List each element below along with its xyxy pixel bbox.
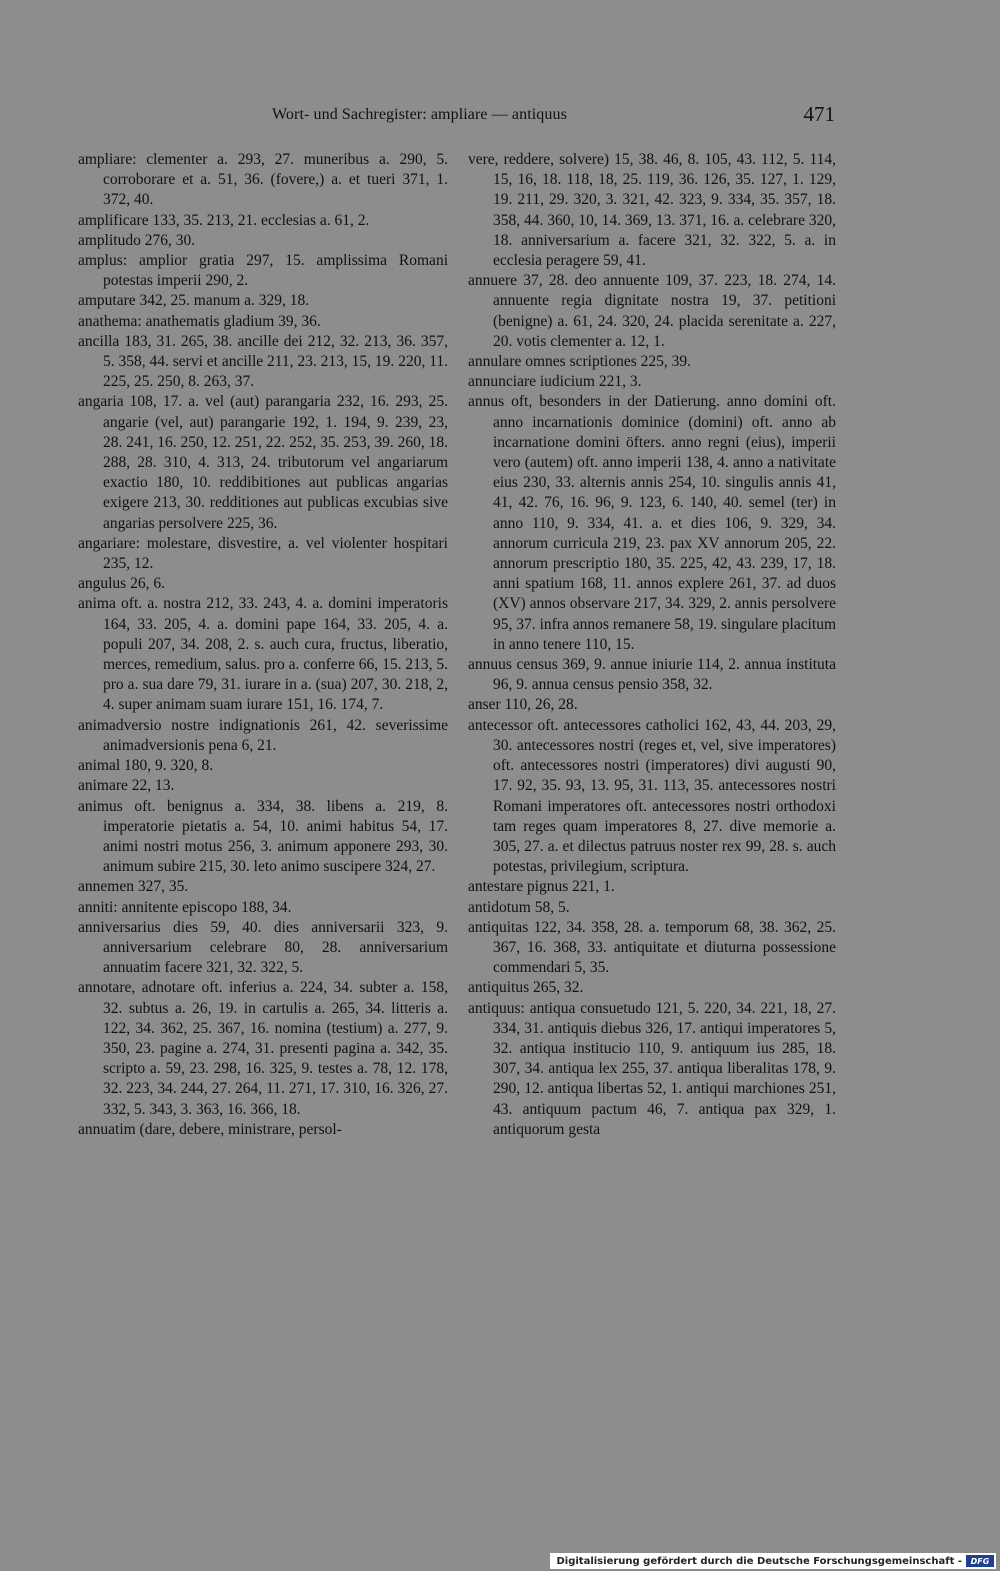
index-entry: annus oft, besonders in der Datierung. anno domini oft. anno incarnationis dominice (domini) oft. anno ab incarnatione domini öfters. anno regni (eius), imperii vero (autem) oft. anno imperii 138, 4. anno a nativitate eius 230, 33. alternis annis 254, 10. singulis annis 41, 41, 42. 76, 16. 96, 9. 123, 6. 140, 40. semel (ter) in anno 110, 9. 334, 41. a. et dies 106, 9. 329, 34. annorum curricula 219, 23. pax XV annorum 205, 22. annorum prescriptio 180, 35. 225, 42, 43. 239, 17, 18. anni spatium 168, 11. annos explere 261, 37. ad duos (XV) annos observare 217, 34. 329, 2. annis persolvere 95, 37. infra annos remanere 58, 19. singulare placitum in anno tenere 110, 15.: [468, 393, 836, 653]
index-entry: annotare, adnotare oft. inferius a. 224, 34. subter a. 158, 32. subtus a. 26, 19. in cartulis a. 265, 34. litteris a. 122, 34. 362, 25. 367, 16. nomina (testium) a. 277, 9. 350, 23. pagine a. 274, 31. presenti pagina a. 342, 35. scripto a. 59, 23. 298, 16. 325, 9. testes a. 78, 12. 178, 32. 223, 34. 244, 27. 264, 11. 271, 17. 310, 16. 326, 27. 332, 5. 343, 3. 363, 16. 366, 18.: [78, 979, 448, 1118]
index-entry: annulare omnes scriptiones 225, 39.: [468, 353, 691, 371]
footer-text: Digitalisierung gefördert durch die Deutsche Forschungsgemeinschaft -: [556, 1555, 962, 1567]
index-entry: anniversarius dies 59, 40. dies anniversarii 323, 9. anniversarium celebrare 80, 28. anniversarium annuatim facere 321, 32. 322, 5.: [78, 918, 448, 977]
index-entry: antidotum 58, 5.: [468, 898, 570, 916]
index-entry: antiquus: antiqua consuetudo 121, 5. 220, 34. 221, 18, 27. 334, 31. antiquis diebus 326, 17. antiqui imperatores 5, 32. antiqua institucio 110, 9. antiquum ius 285, 18. 307, 34. antiqua lex 255, 37. antiqua liberalitas 178, 9. 290, 12. antiqua libertas 52, 1. antiqui marchiones 251, 43. antiquum pactum 46, 7. antiqua pax 329, 1. antiquorum gesta: [468, 999, 836, 1138]
index-entry: amplificare 133, 35. 213, 21. ecclesias a. 61, 2.: [78, 211, 370, 229]
index-entry: ampliare: clementer a. 293, 27. muneribus a. 290, 5. corroborare et a. 51, 36. (fovere,) a. et tueri 371, 1. 372, 40.: [78, 151, 448, 209]
index-entry: vere, reddere, solvere) 15, 38. 46, 8. 105, 43. 112, 5. 114, 15, 16, 18. 118, 18, 25. 119, 36. 126, 35. 127, 1. 129, 19. 211, 29. 320, 3. 321, 42. 323, 9. 334, 35. 357, 18. 358, 44. 360, 10, 14. 369, 13. 371, 16. a. celebrare 320, 18. anniversarium a. facere 321, 32. 322, 5. a. in ecclesia peragere 59, 41.: [468, 151, 836, 270]
left-column: [78, 150, 448, 1140]
index-entry: anniti: annitente episcopo 188, 34.: [78, 898, 292, 916]
index-entry: anima oft. a. nostra 212, 33. 243, 4. a. domini imperatoris 164, 33. 205, 4. a. domini pape 164, 33. 205, 4. a. populi 207, 34. 208, 2. s. auch cura, fructus, liberatio, merces, remedium, salus. pro a. conferre 66, 15. 213, 5. pro a. sua dare 79, 31. iurare in a. (sua) 207, 30. 218, 2, 4. super animam suam iurare 151, 16. 174, 7.: [78, 595, 448, 714]
index-entry: amputare 342, 25. manum a. 329, 18.: [78, 292, 310, 310]
index-entry: antiquitus 265, 32.: [468, 979, 584, 997]
index-entry: antecessor oft. antecessores catholici 162, 43, 44. 203, 29, 30. antecessores nostri (reges et, vel, sive imperatores) oft. antecessores nostri (imperatores) divi augusti 90, 17. 92, 35. 93, 13. 95, 31. 113, 35. antecessores nostri Romani imperatores oft. antecessores nostri orthodoxi tam reges quam imperatores 8, 27. dive memorie a. 305, 27. a. et dilectus patruus noster rex 99, 28. s. auch potestas, privilegium, scriptura.: [468, 716, 836, 876]
dfg-logo-icon: DFG: [966, 1555, 994, 1567]
right-column: [468, 150, 836, 1140]
index-entry: antestare pignus 221, 1.: [468, 878, 615, 896]
index-entry: ancilla 183, 31. 265, 38. ancille dei 212, 32. 213, 36. 357, 5. 358, 44. servi et ancille 211, 23. 213, 15, 19. 220, 11. 225, 25. 250, 8. 263, 37.: [78, 332, 448, 391]
index-entry: anser 110, 26, 28.: [468, 696, 578, 714]
index-entry: annuatim (dare, debere, ministrare, persol-: [78, 1120, 342, 1138]
index-entry: annunciare iudicium 221, 3.: [468, 373, 642, 391]
index-entry: animus oft. benignus a. 334, 38. libens a. 219, 8. imperatorie pietatis a. 54, 10. animi habitus 54, 17. animi nostri motus 256, 3. animum apponere 293, 30. animum subire 215, 30. leto animo suscipere 324, 27.: [78, 797, 448, 876]
index-entry: angulus 26, 6.: [78, 575, 165, 593]
index-entry: antiquitas 122, 34. 358, 28. a. temporum 68, 38. 362, 25. 367, 16. 368, 33. antiquitate et diuturna possessione commendari 5, 35.: [468, 918, 836, 977]
page-header: [78, 102, 835, 132]
index-entry: animal 180, 9. 320, 8.: [78, 757, 214, 775]
index-entry: angaria 108, 17. a. vel (aut) parangaria 232, 16. 293, 25. angarie (vel, aut) parangarie 192, 1. 194, 9. 239, 23, 28. 241, 16. 250, 12. 251, 22. 252, 35. 253, 39. 260, 18. 288, 28. 310, 4. 313, 24. tributorum vel angariarum exactio 180, 10. reddibitiones aut publicas angarias exigere 213, 30. redditiones aut publicas excubias sive angarias persolvere 225, 36.: [78, 393, 448, 532]
running-head: Wort- und Sachregister: ampliare — antiquus: [272, 106, 567, 123]
index-entry: annemen 327, 35.: [78, 878, 189, 896]
page-number: 471: [803, 102, 835, 126]
index-entry: animare 22, 13.: [78, 777, 175, 795]
index-entry: amplitudo 276, 30.: [78, 231, 196, 249]
index-entry: annuere 37, 28. deo annuente 109, 37. 223, 18. 274, 14. annuente regia dignitate nostra 19, 37. petitioni (benigne) a. 61, 24. 320, 24. placida serenitate a. 227, 20. votis clementer a. 12, 1.: [468, 272, 836, 350]
index-entry: anathema: anathematis gladium 39, 36.: [78, 312, 321, 330]
footer-credit: [550, 1553, 996, 1569]
index-entry: angariare: molestare, disvestire, a. vel violenter hospitari 235, 12.: [78, 534, 448, 573]
index-entry: annuus census 369, 9. annue iniurie 114, 2. annua instituta 96, 9. annua census pensio 358, 32.: [468, 656, 836, 694]
index-entry: animadversio nostre indignationis 261, 42. severissime animadversionis pena 6, 21.: [78, 716, 448, 754]
index-entry: amplus: amplior gratia 297, 15. amplissima Romani potestas imperii 290, 2.: [78, 252, 448, 290]
